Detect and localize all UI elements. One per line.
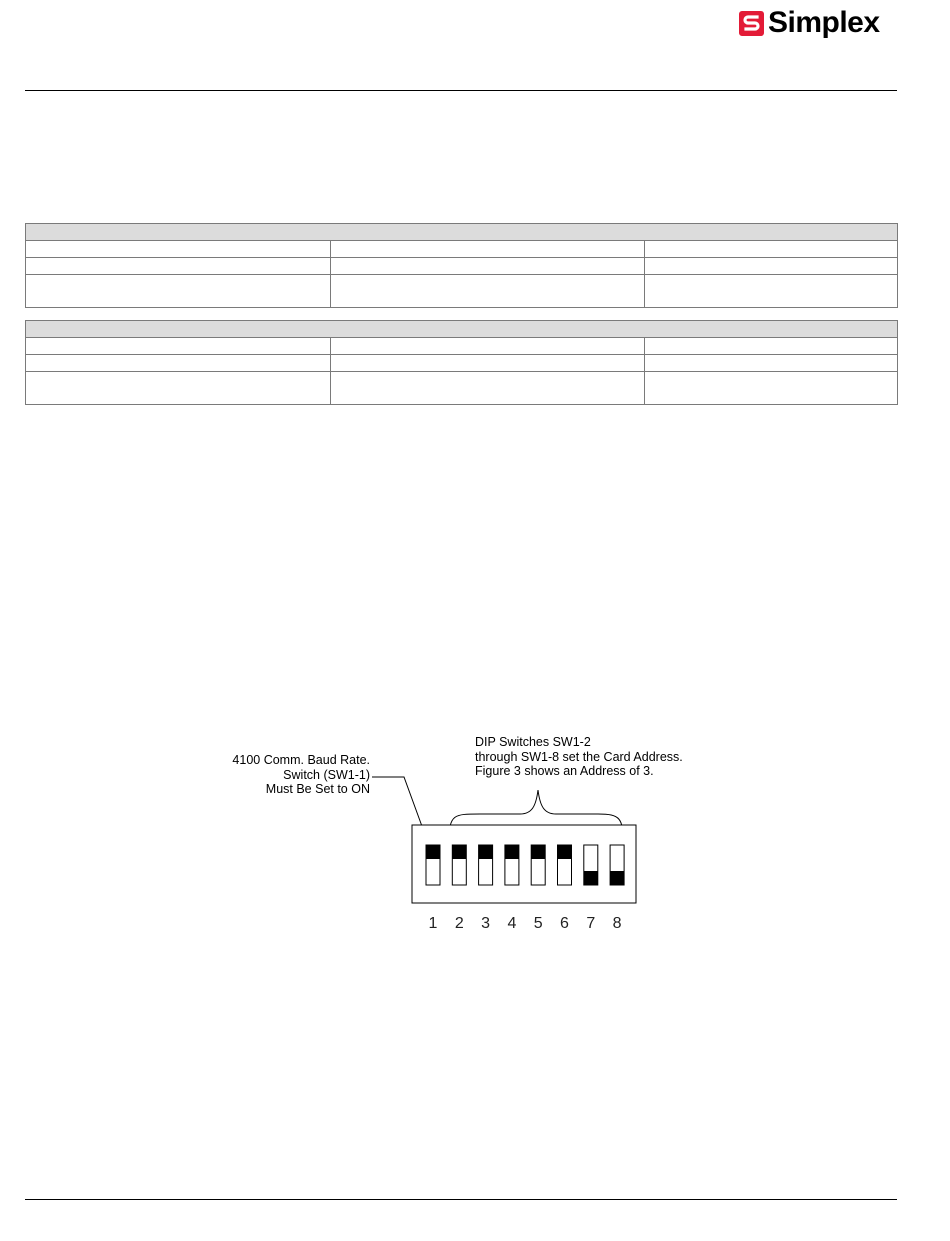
switch-number-label: 2 <box>454 915 464 932</box>
dip-switch-knob <box>479 845 493 859</box>
footer-rule <box>25 1199 897 1200</box>
switch-number-label: 5 <box>533 915 543 932</box>
dip-switch-knob <box>610 871 624 885</box>
dip-switch-knob <box>426 845 440 859</box>
callout-line: DIP Switches SW1-2 <box>475 735 591 749</box>
switch-number-label: 3 <box>481 915 491 932</box>
callout-line: Switch (SW1-1) <box>283 767 370 782</box>
switch-number-label: 1 <box>428 915 438 932</box>
callout-line: Must Be Set to ON <box>265 782 370 796</box>
switch-number-label: 8 <box>612 915 622 932</box>
switch-number-label: 6 <box>560 915 569 932</box>
dip-switch-knob <box>558 845 572 859</box>
switch-number-label: 7 <box>586 915 596 932</box>
brand-name: Simplex <box>768 6 880 39</box>
callout-line: 4100 Comm. Baud Rate. <box>232 753 370 767</box>
switch-number-label: 4 <box>507 915 517 932</box>
callout-line: through SW1-8 set the Card Address. <box>475 749 683 764</box>
dip-switch-knob <box>531 845 545 859</box>
dip-switch-knob <box>452 845 466 859</box>
dip-switch-knob <box>505 845 519 859</box>
dip-switch-housing <box>412 825 636 903</box>
callout-line: Figure 3 shows an Address of 3. <box>475 764 654 778</box>
dip-switch-knob <box>584 871 598 885</box>
